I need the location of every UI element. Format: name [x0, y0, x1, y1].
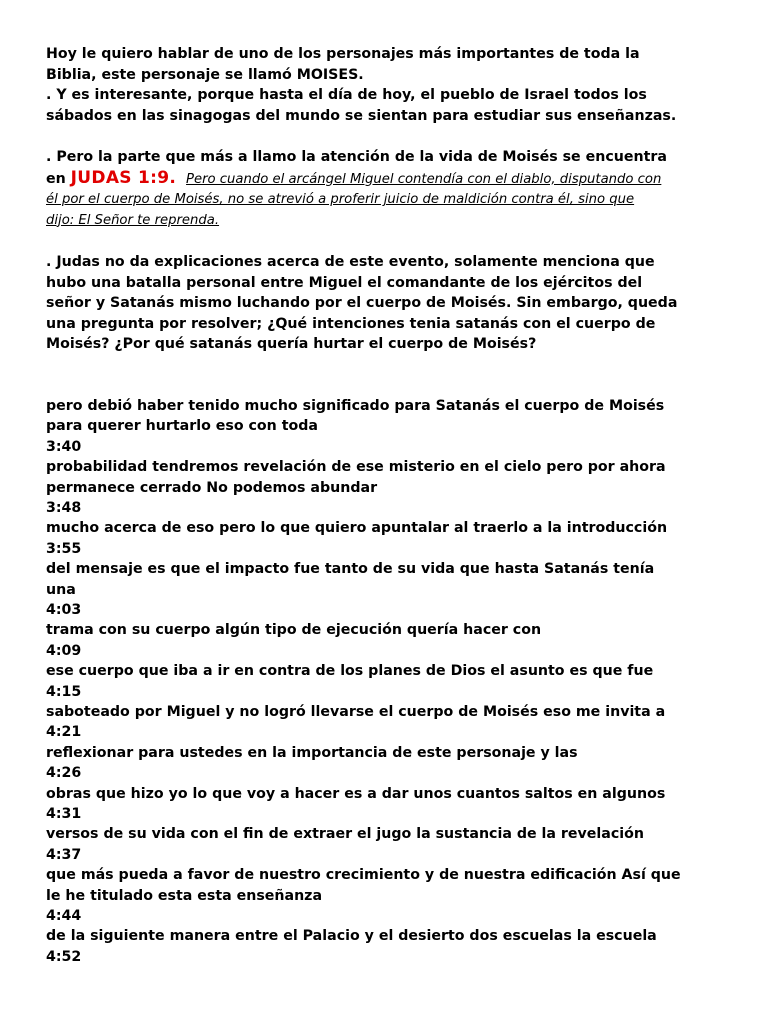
- timestamp: 4:21: [46, 724, 82, 741]
- text-line: hubo una batalla personal entre Miguel el comandante de los ejércitos del: [46, 274, 643, 291]
- timestamp: 4:26: [46, 765, 82, 782]
- text-line: Hoy le quiero hablar de uno de los personajes más importantes de toda la: [46, 46, 640, 62]
- explanation-paragraph: [46, 252, 736, 355]
- text-line: señor y Satanás mismo luchando por el cuerpo de Moisés. Sin embargo, queda: [46, 295, 678, 312]
- transcript-line: pero debió haber tenido mucho significado para Satanás el cuerpo de Moisés: [46, 397, 665, 414]
- quote-text: dijo: El Señor te reprenda.: [46, 212, 220, 228]
- transcript-line: mucho acerca de eso pero lo que quiero apuntalar al traerlo a la introducción: [46, 520, 668, 537]
- transcript-line: probabilidad tendremos revelación de ese misterio en el cielo pero por ahora: [46, 459, 666, 476]
- text-line: una pregunta por resolver; ¿Qué intenciones tenia satanás con el cuerpo de: [46, 315, 656, 332]
- timestamp: 4:31: [46, 806, 82, 823]
- text-line: . Judas no da explicaciones acerca de este evento, solamente menciona que: [46, 253, 655, 270]
- bible-reference: JUDAS 1:9.: [70, 167, 177, 188]
- reference-line: [46, 168, 736, 191]
- intro-paragraph: [46, 44, 736, 126]
- transcript-line: que más pueda a favor de nuestro crecimiento y de nuestra edificación Así que: [46, 867, 681, 884]
- text-line: sábados en las sinagogas del mundo se sientan para estudiar sus enseñanzas.: [46, 107, 677, 124]
- transcript-line: ese cuerpo que iba a ir en contra de los planes de Dios el asunto es que fue: [46, 663, 654, 680]
- transcript-line: del mensaje es que el impacto fue tanto de su vida que hasta Satanás tenía: [46, 561, 655, 578]
- transcript-line: obras que hizo yo lo que voy a hacer es a dar unos cuantos saltos en algunos: [46, 785, 666, 802]
- transcript-line: una: [46, 581, 76, 598]
- transcript-line: permanece cerrado No podemos abundar: [46, 479, 378, 496]
- text-line: Moisés? ¿Por qué satanás quería hurtar el cuerpo de Moisés?: [46, 336, 537, 353]
- timestamp: 3:48: [46, 499, 82, 516]
- paragraph-spacer: [46, 126, 736, 147]
- transcript-line: versos de su vida con el fin de extraer el jugo la sustancia de la revelación: [46, 826, 644, 843]
- attention-paragraph: [46, 147, 736, 231]
- document-page: [46, 44, 736, 967]
- timestamp: 4:37: [46, 846, 82, 863]
- transcript-line: saboteado por Miguel y no logró llevarse el cuerpo de Moisés eso me invita a: [46, 704, 666, 720]
- text-fragment: en: [46, 170, 71, 187]
- timestamp: 3:55: [46, 540, 82, 557]
- text-line: . Y es interesante, porque hasta el día de hoy, el pueblo de Israel todos los: [46, 87, 647, 104]
- quote-text: él por el cuerpo de Moisés, no se atrevió a proferir juicio de maldición contra él, sino que: [46, 192, 635, 208]
- timestamp: 4:52: [46, 948, 82, 965]
- timestamp: 4:44: [46, 908, 82, 925]
- transcript-line: de la siguiente manera entre el Palacio y el desierto dos escuelas la escuela: [46, 928, 657, 945]
- transcript-line: le he titulado esta esta enseñanza: [46, 887, 323, 904]
- paragraph-spacer: [46, 231, 736, 252]
- timestamp: 4:09: [46, 642, 82, 659]
- quote-text: Pero cuando el arcángel Miguel contendía con el diablo, disputando con: [186, 171, 662, 187]
- text-line: . Pero la parte que más a llamo la atención de la vida de Moisés se encuentra: [46, 148, 667, 165]
- timestamp: 4:03: [46, 601, 82, 618]
- transcript-line: trama con su cuerpo algún tipo de ejecución quería hacer con: [46, 622, 542, 639]
- timestamp: 3:40: [46, 438, 82, 455]
- transcript-line: reflexionar para ustedes en la importancia de este personaje y las: [46, 744, 578, 761]
- text-line: Biblia, este personaje se llamó MOISES.: [46, 66, 364, 83]
- transcript-section: [46, 396, 736, 967]
- paragraph-spacer: [46, 355, 736, 396]
- timestamp: 4:15: [46, 683, 82, 700]
- transcript-line: para querer hurtarlo eso con toda: [46, 418, 318, 435]
